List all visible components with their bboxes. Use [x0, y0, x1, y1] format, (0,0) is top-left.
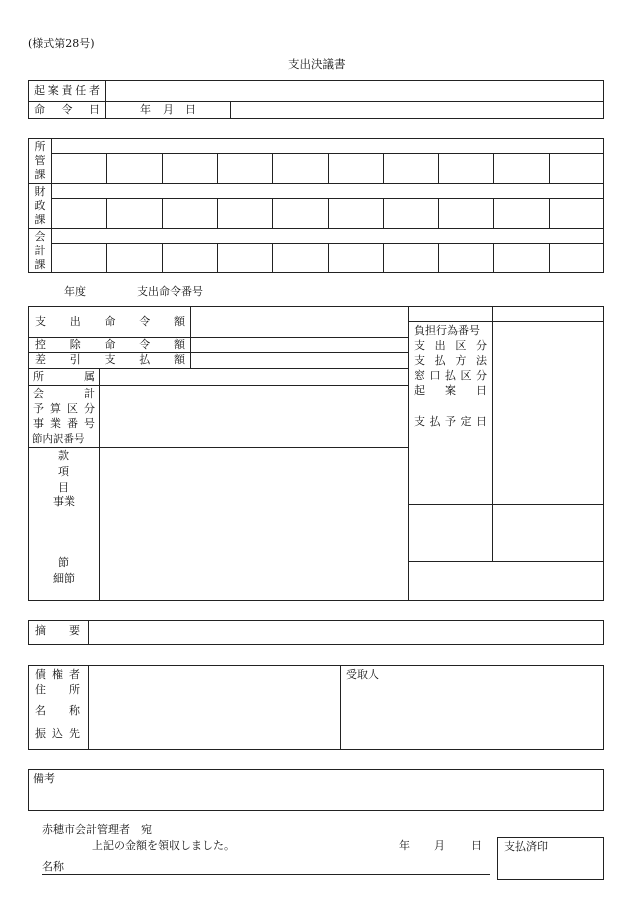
- receipt-name-label: 名称: [42, 860, 64, 873]
- order-number-label: 支出命令番号: [137, 285, 203, 298]
- pay-class-label: 支 出 区 分: [414, 339, 487, 352]
- form-number: (様式第28号): [28, 37, 95, 50]
- section-number-label: 節内訳番号: [32, 433, 85, 445]
- order-amount-label: 支 出 命 令 額: [35, 315, 185, 328]
- approval-grid: [28, 138, 604, 273]
- paid-stamp-label: 支払済印: [504, 840, 548, 853]
- window-payment-class-label: 窓 口 払 区 分: [414, 369, 487, 382]
- name-label: 名 称: [35, 704, 80, 717]
- creditor-field[interactable]: [90, 667, 338, 748]
- addressee: 赤穂市会計管理者 宛: [42, 823, 152, 836]
- pay-method-label: 支 払 方 法: [414, 354, 487, 367]
- order-date-field[interactable]: [232, 103, 602, 118]
- transfer-destination-label: 振 込 先: [35, 727, 80, 740]
- accounting-dept-label: 会 計 課: [34, 230, 46, 271]
- originator-label: 起 案 責 任 者: [34, 84, 100, 97]
- saisetsu-label: 細節: [53, 572, 75, 585]
- recipient-field[interactable]: [342, 684, 602, 748]
- deduct-amount-label: 控 除 命 令 額: [35, 338, 185, 351]
- receipt-day: 日: [471, 839, 482, 852]
- kou-label: 項: [58, 465, 69, 478]
- draft-date-label: 起 案 日: [414, 384, 487, 397]
- order-date-year: 年: [140, 103, 151, 116]
- remarks-label: 備考: [33, 772, 55, 785]
- jigyou-label: 事業: [53, 495, 75, 508]
- order-date-label: 命 令 日: [34, 103, 100, 116]
- affiliation-label: 所 属: [33, 370, 95, 383]
- originator-field[interactable]: [107, 82, 602, 100]
- remarks-field[interactable]: [30, 787, 602, 809]
- receipt-statement: 上記の金額を領収しました。: [92, 839, 235, 852]
- address-label: 住 所: [35, 683, 80, 696]
- summary-label: 摘 要: [35, 624, 80, 637]
- order-date-month: 月: [163, 103, 174, 116]
- net-amount-label: 差 引 支 払 額: [35, 353, 185, 366]
- order-date-day: 日: [185, 103, 196, 116]
- receipt-year: 年: [399, 839, 410, 852]
- summary-field[interactable]: [90, 622, 602, 643]
- receipt-name-field[interactable]: [70, 858, 490, 873]
- creditor-label: 債 権 者: [35, 668, 80, 681]
- receipt-month: 月: [434, 839, 445, 852]
- kan-label: 款: [58, 449, 69, 462]
- scheduled-payment-date-label: 支 払 予 定 日: [414, 415, 487, 428]
- dept-label: 所 管 課: [34, 140, 46, 181]
- setsu-label: 節: [58, 556, 69, 569]
- finance-dept-label: 財 政 課: [34, 185, 46, 226]
- fiscal-year-label: 年度: [64, 285, 86, 298]
- budget-class-label: 予 算 区 分: [33, 402, 95, 415]
- moku-label: 目: [58, 481, 69, 494]
- recipient-label: 受取人: [346, 668, 379, 681]
- page-title: 支出決議書: [288, 57, 346, 71]
- receipt-name-line: [42, 874, 490, 875]
- accounting-label: 会 計: [33, 387, 95, 400]
- project-number-label: 事 業 番 号: [33, 417, 95, 430]
- burden-number-label: 負担行為番号: [414, 324, 480, 337]
